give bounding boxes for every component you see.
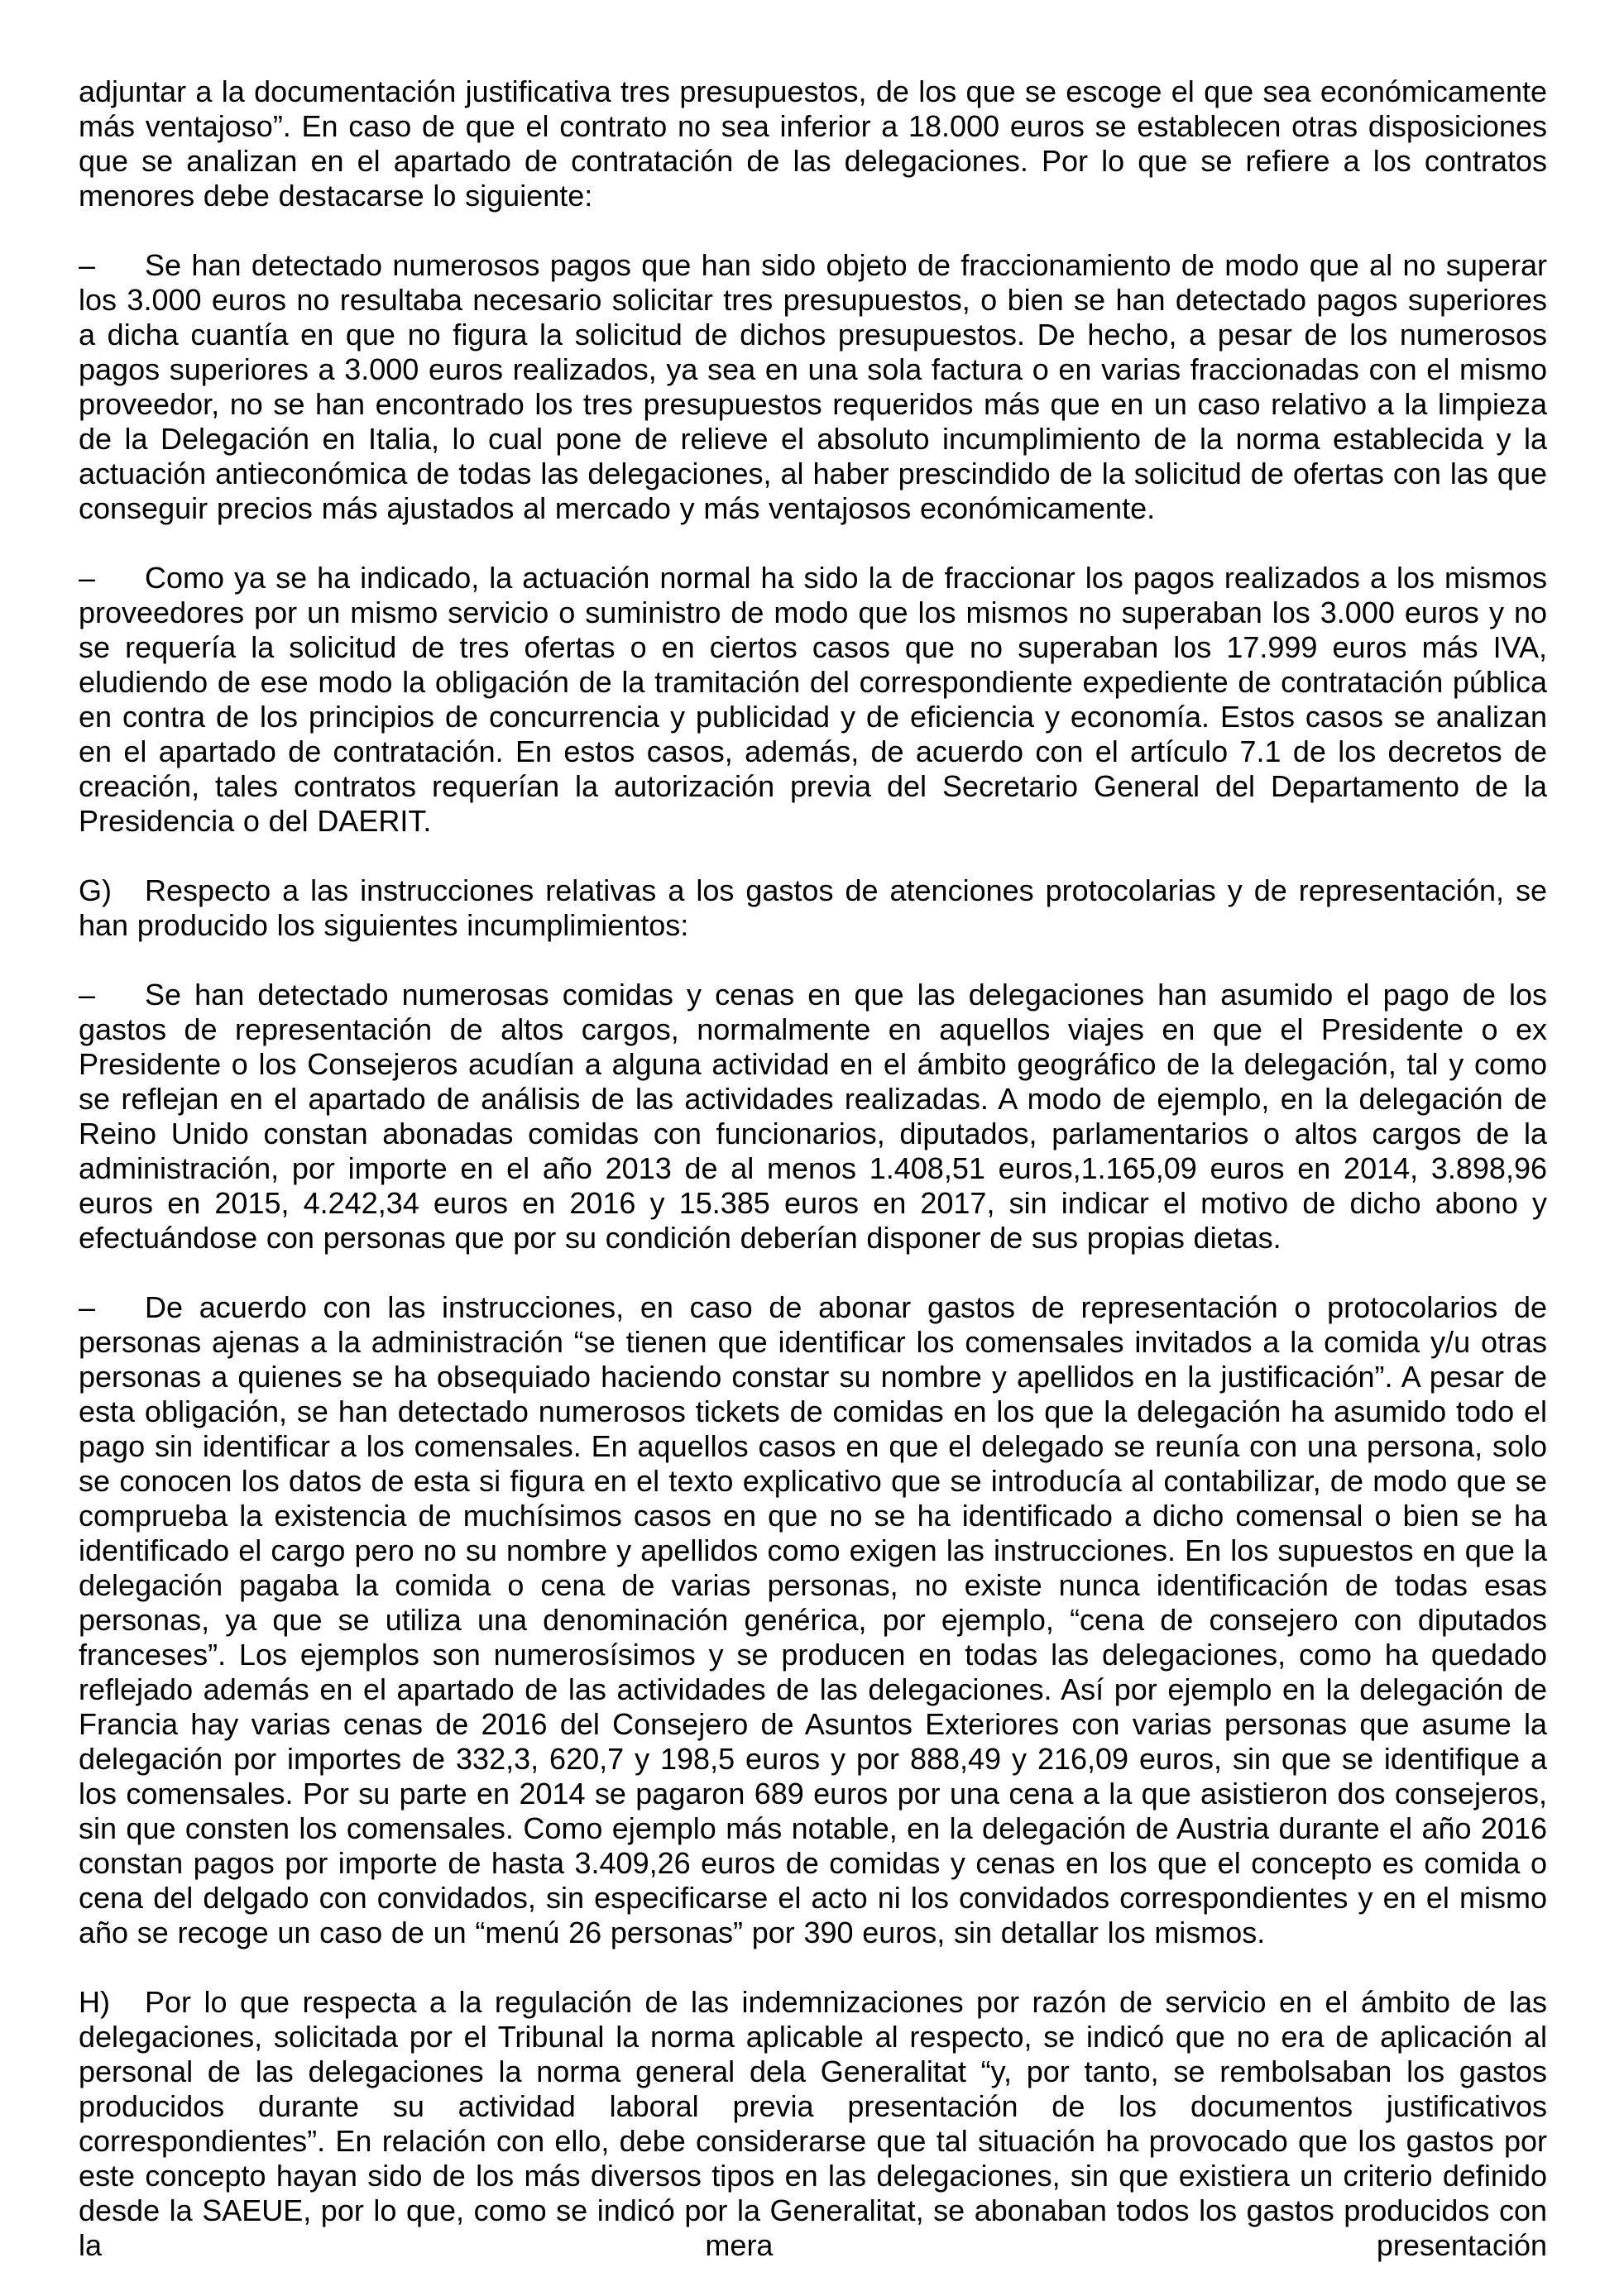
paragraph-text: Como ya se ha indicado, la actuación normal ha sido la de fraccionar los pagos realizados a los mismos proveedores por un mismo servicio o suministro de modo que los mismos no superaban los 3.000 euros y no se requería la solicitud de tres ofertas o en ciertos casos que no superaban los 17.999 euros más IVA, eludiendo de ese modo la obligación de la tramitación del correspondiente expediente de contratación pública en contra de los principios de concurrencia y publicidad y de eficiencia y economía. Estos casos se analizan en el apartado de contratación. En estos casos, además, de acuerdo con el artículo 7.1 de los decretos de creación, tales contratos requerían la autorización previa del Secretario General del Departamento de la Presidencia o del DAERIT.	[79, 561, 1547, 838]
bullet-paragraph-fraccionar-pagos	[79, 561, 1547, 839]
section-paragraph-g	[79, 873, 1547, 943]
dash-bullet-marker: –	[79, 978, 96, 1012]
paragraph-text: Se han detectado numerosos pagos que han sido objeto de fraccionamiento de modo que al no superar los 3.000 euros no resultaba necesario solicitar tres presupuestos, o bien se han detectado pagos superiores a dicha cuantía en que no figura la solicitud de dichos presupuestos. De hecho, a pesar de los numerosos pagos superiores a 3.000 euros realizados, ya sea en una sola factura o en varias fraccionadas con el mismo proveedor, no se han encontrado los tres presupuestos requeridos más que en un caso relativo a la limpieza de la Delegación en Italia, lo cual pone de relieve el absoluto incumplimiento de la norma establecida y la actuación antieconómica de todas las delegaciones, al haber prescindido de la solicitud de ofertas con las que conseguir precios más ajustados al mercado y más ventajosos económicamente.	[79, 248, 1547, 525]
paragraph-text: Por lo que respecta a la regulación de las indemnizaciones por razón de servicio en el ámbito de las delegaciones, solicitada por el Tribunal la norma aplicable al respecto, se indicó que no era de aplicación al personal de las delegaciones la norma general dela Generalitat “y, por tanto, se rembolsaban los gastos producidos durante su actividad laboral previa presentación de los documentos justificativos correspondientes”. En relación con ello, debe considerarse que tal situación ha provocado que los gastos por este concepto hayan sido de los más diversos tipos en las delegaciones, sin que existiera un criterio definido desde la SAEUE, por lo que, como se indicó por la Generalitat, se abonaban todos los gastos producidos con la mera presentación	[79, 1985, 1547, 2262]
bullet-paragraph-fraccionamiento	[79, 248, 1547, 526]
paragraph-text: Respecto a las instrucciones relativas a los gastos de atenciones protocolarias y de representación, se han producido los siguientes incumplimientos:	[79, 873, 1547, 942]
dash-bullet-marker: –	[79, 248, 96, 282]
paragraph-text: adjuntar a la documentación justificativa tres presupuestos, de los que se escoge el que sea económicamente más ventajoso”. En caso de que el contrato no sea inferior a 18.000 euros se establecen otras disposiciones que se analizan en el apartado de contratación de las delegaciones. Por lo que se refiere a los contratos menores debe destacarse lo siguiente:	[79, 74, 1547, 213]
section-paragraph-h	[79, 1985, 1547, 2263]
paragraph-continuation	[79, 74, 1547, 213]
bullet-paragraph-identificacion-comensales	[79, 1290, 1547, 1950]
paragraph-text: Se han detectado numerosas comidas y cenas en que las delegaciones han asumido el pago de los gastos de representación de altos cargos, normalmente en aquellos viajes en que el Presidente o ex Presidente o los Consejeros acudían a alguna actividad en el ámbito geográfico de la delegación, tal y como se reflejan en el apartado de análisis de las actividades realizadas. A modo de ejemplo, en la delegación de Reino Unido constan abonadas comidas con funcionarios, diputados, parlamentarios o altos cargos de la administración, por importe en el año 2013 de al menos 1.408,51 euros,1.165,09 euros en 2014, 3.898,96 euros en 2015, 4.242,34 euros en 2016 y 15.385 euros en 2017, sin indicar el motivo de dicho abono y efectuándose con personas que por su condición deberían disponer de sus propias dietas.	[79, 978, 1547, 1255]
bullet-paragraph-comidas-cenas	[79, 978, 1547, 1256]
section-letter-marker: H)	[79, 1985, 110, 2019]
dash-bullet-marker: –	[79, 561, 96, 595]
paragraph-text: De acuerdo con las instrucciones, en caso de abonar gastos de representación o protocolarios de personas ajenas a la administración “se tienen que identificar los comensales invitados a la comida y/u otras personas a quienes se ha obsequiado haciendo constar su nombre y apellidos en la justificación”. A pesar de esta obligación, se han detectado numerosos tickets de comidas en los que la delegación ha asumido todo el pago sin identificar a los comensales. En aquellos casos en que el delegado se reunía con una persona, solo se conocen los datos de esta si figura en el texto explicativo que se introducía al contabilizar, de modo que se comprueba la existencia de muchísimos casos en que no se ha identificado a dicho comensal o bien se ha identificado el cargo pero no su nombre y apellidos como exigen las instrucciones. En los supuestos en que la delegación pagaba la comida o cena de varias personas, no existe nunca identificación de todas esas personas, ya que se utiliza una denominación genérica, por ejemplo, “cena de consejero con diputados franceses”. Los ejemplos son numerosísimos y se producen en todas las delegaciones, como ha quedado reflejado además en el apartado de las actividades de las delegaciones. Así por ejemplo en la delegación de Francia hay varias cenas de 2016 del Consejero de Asuntos Exteriores con varias personas que asume la delegación por importes de 332,3, 620,7 y 198,5 euros y por 888,49 y 216,09 euros, sin que se identifique a los comensales. Por su parte en 2014 se pagaron 689 euros por una cena a la que asistieron dos consejeros, sin que consten los comensales. Como ejemplo más notable, en la delegación de Austria durante el año 2016 constan pagos por importe de hasta 3.409,26 euros de comidas y cenas en los que el concepto es comida o cena del delgado con convidados, sin especificarse el acto ni los convidados correspondientes y en el mismo año se recoge un caso de un “menú 26 personas” por 390 euros, sin detallar los mismos.	[79, 1290, 1547, 1949]
section-letter-marker: G)	[79, 873, 112, 907]
dash-bullet-marker: –	[79, 1290, 96, 1324]
